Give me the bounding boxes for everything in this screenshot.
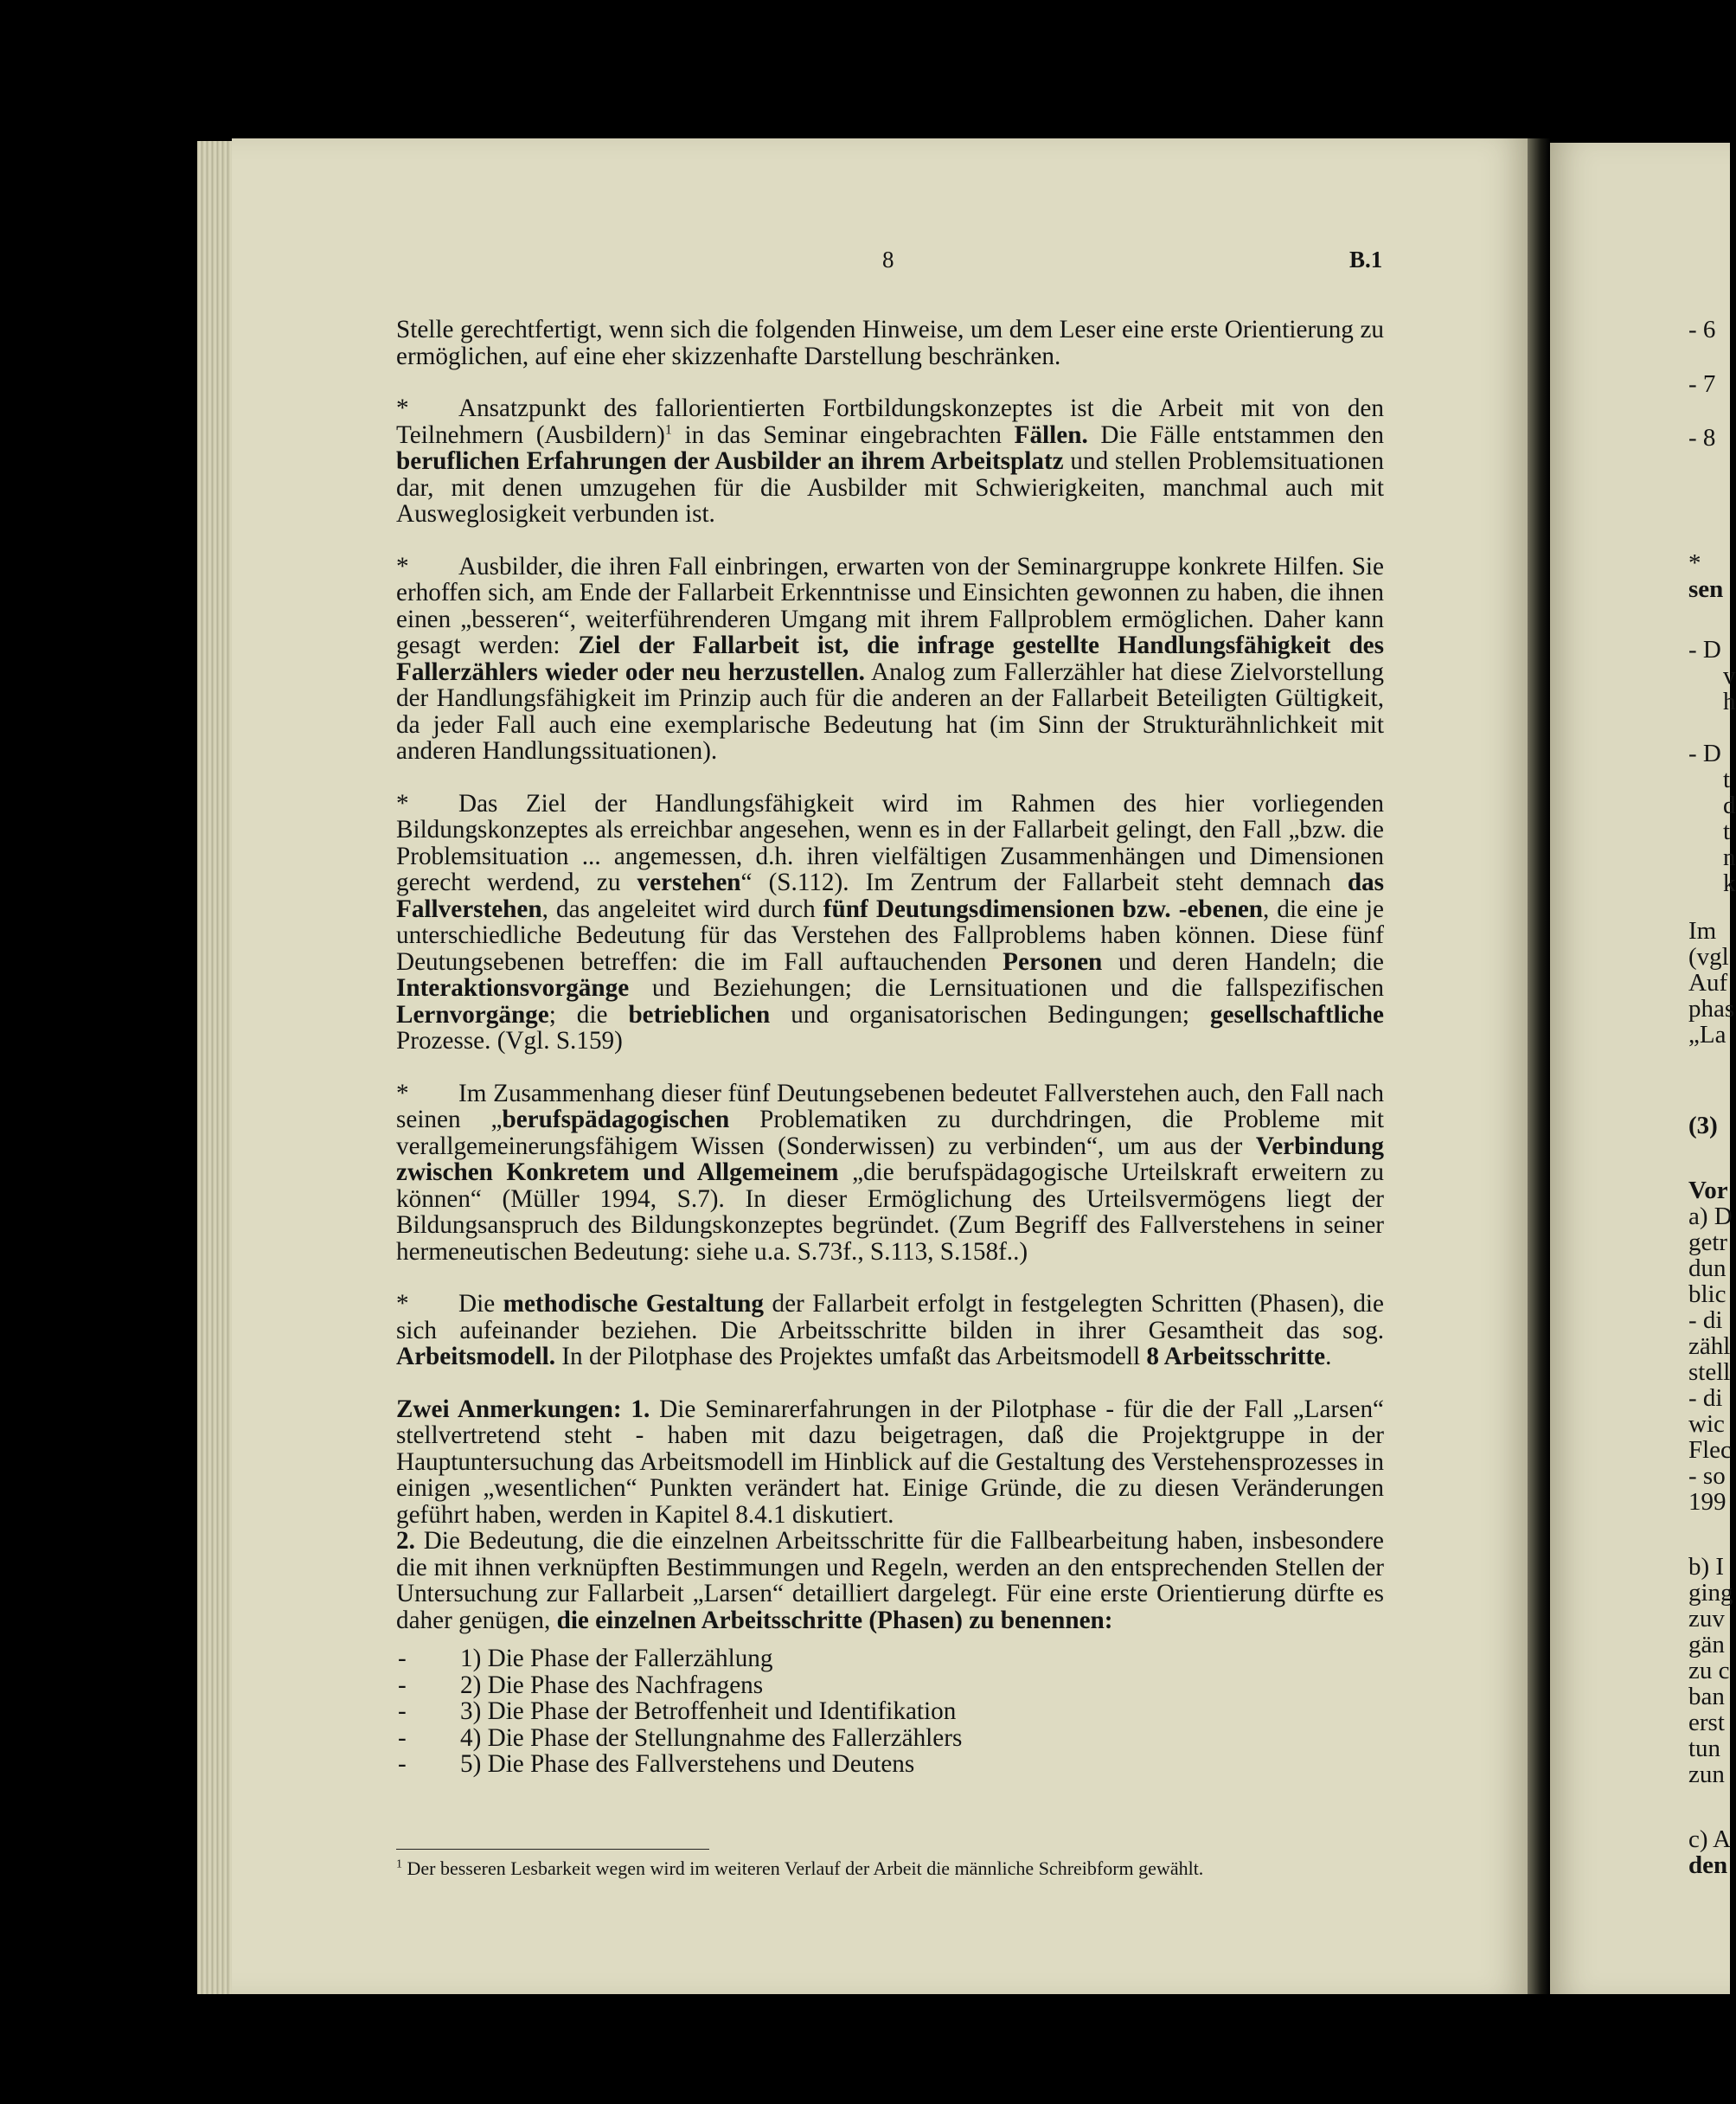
text-run: Prozesse. (Vgl. S.159) (396, 1027, 623, 1055)
list-item (396, 1725, 1384, 1752)
text-run: Die Seminarerfahrungen in der Pilotphase - für die der Fall „Larsen“ stellvertretend steht - haben mit dazu beigetragen, daß die Projektgruppe in der Hauptuntersuchung das Arbeitsmodell im Hinblick auf die Gestaltung des Verstehensprozesses in einigen „wesentlichen“ Punkten verändert hat. Einige Gründe, die zu diesen Veränderungen geführt haben, werden in Kapitel 8.4.1 diskutiert. (396, 1395, 1384, 1529)
right-line: „La (1688, 1021, 1726, 1049)
right-line: t (1723, 818, 1731, 845)
right-line: zu c (1688, 1657, 1730, 1684)
right-line: (vgl (1688, 943, 1729, 971)
paragraph (396, 554, 1384, 765)
bold-run: 8 Arbeitsschritte (1146, 1343, 1326, 1370)
list-item-label: 3) Die Phase der Betroffenheit und Identifikation (460, 1697, 957, 1725)
text-run: Im Zusammenhang dieser fünf Deutungsebenen bedeutet Fallverstehen auch, den Fall nach seinen „ (396, 1079, 1384, 1133)
bold-run: Verbindung zwischen Konkretem und Allgemeinem (396, 1132, 1384, 1186)
footnote-marker: 1 (396, 1857, 402, 1871)
right-line: 199 (1688, 1488, 1726, 1516)
paragraph (396, 1396, 1384, 1529)
bold-run: Zwei Anmerkungen: 1. (396, 1395, 650, 1423)
right-line: - di (1688, 1384, 1723, 1412)
bold-run: Personen (1003, 947, 1103, 976)
right-line: - D (1688, 636, 1721, 664)
right-line: ban (1688, 1683, 1725, 1710)
right-line: blic (1688, 1280, 1726, 1308)
bold-run: 2. (396, 1527, 415, 1555)
right-line: c) A (1688, 1825, 1732, 1853)
right-line: den (1688, 1851, 1728, 1879)
right-line: dun (1688, 1254, 1726, 1282)
paragraph (396, 791, 1384, 1055)
text-run: Die Fälle entstammen den (1087, 420, 1384, 449)
right-line: Vor (1688, 1177, 1728, 1204)
text-run: „die berufspädagogische Urteilskraft erweitern zu können“ (Müller 1994, S.7). In dieser Ermöglichung des Urteilsvermögens liegt der Bildungsanspruch des Bildungskonzeptes begründet. (Zum Begriff des Fallverstehens in seiner hermeneutischen Bedeutung: siehe u.a. S.73f., S.113, S.158f..) (396, 1158, 1384, 1266)
list-dash: - (398, 1750, 407, 1778)
paragraph (396, 1081, 1384, 1266)
bullet-star: * (396, 552, 409, 581)
right-line: * (1688, 549, 1701, 577)
body-text (396, 317, 1384, 1778)
footnote-ref: 1 (664, 421, 672, 437)
footnote-text: Der besseren Lesbarkeit wegen wird im weiteren Verlauf der Arbeit die männliche Schreibform gewählt. (407, 1857, 1204, 1879)
right-line: b) I (1688, 1553, 1725, 1581)
text-run: und Beziehungen; die Lernsituationen und die fallspezifischen (629, 974, 1384, 1002)
paragraph: Stelle gerechtfertigt, wenn sich die folgenden Hinweise, um dem Leser eine erste Orientierung zu ermöglichen, auf eine eher skizzenhafte Darstellung beschränken. (396, 316, 1384, 370)
bullet-star: * (396, 789, 409, 818)
list-dash: - (398, 1697, 407, 1725)
bold-run: Arbeitsmodell. (396, 1343, 556, 1370)
right-line: gän (1688, 1631, 1725, 1658)
bold-run: Fällen. (1014, 420, 1088, 449)
right-line: wic (1688, 1410, 1725, 1438)
right-line: - 6 (1688, 316, 1716, 343)
right-line: v (1723, 662, 1736, 690)
text-run: und organisatorischen Bedingungen; (770, 1000, 1210, 1029)
paragraph (396, 395, 1384, 528)
list-item-label: 2) Die Phase des Nachfragens (460, 1671, 764, 1699)
list-item-label: 1) Die Phase der Fallerzählung (460, 1645, 773, 1672)
text-run: Problematiken zu durchdringen, die Probleme mit verallgemeinerungsfähigem Wissen (Sonderwissen) zu verbinden“, um aus der (396, 1106, 1384, 1160)
text-run: In der Pilotphase des Projektes umfaßt das Arbeitsmodell (555, 1343, 1147, 1370)
bold-run: Ziel der Fallarbeit ist, die infrage gestellte Handlungsfähigkeit des Fallerzählers wieder oder neu herzustellen. (396, 632, 1384, 686)
right-line: ging (1688, 1579, 1733, 1607)
right-line: d (1723, 792, 1736, 819)
bold-run: das Fallverstehen (396, 869, 1385, 923)
text-run: ; die (548, 1000, 629, 1029)
bold-run: Lernvorgänge (396, 1000, 549, 1029)
right-line: - di (1688, 1306, 1723, 1334)
list-item (396, 1672, 1384, 1699)
text-run: Die (458, 1290, 503, 1318)
right-line: Auf (1688, 969, 1728, 997)
text-run: in das Seminar eingebrachten (671, 420, 1015, 449)
text-run: Analog zum Fallerzähler hat diese Zielvorstellung der Handlungsfähigkeit im Prinzip auch für die anderen an der Fallarbeit Beteiligten Gültigkeit, da jeder Fall auch eine exemplarische Bedeutung hat (im Sinn der Strukturähnlichkeit mit anderen Handlungssituationen). (396, 658, 1384, 765)
text-run: Ausbilder, die ihren Fall einbringen, erwarten von der Seminargruppe konkrete Hilfen. Sie erhoffen sich, am Ende der Fallarbeit Erkenntnisse und Einsichten gewonnen zu haben, die ihnen einen „besseren“, weiterführenderen Umgang mit ihrem Fallproblem ermöglichen. Daher kann gesagt werden: (396, 552, 1384, 659)
bold-run: die einzelnen Arbeitsschritte (Phasen) zu benennen: (556, 1606, 1113, 1634)
text-run: und stellen Problemsituationen dar, mit denen umzugehen für die Ausbilder mit Schwierigkeiten, manchmal auch mit Ausweglosigkeit verbunden ist. (396, 447, 1384, 528)
bold-run: betrieblichen (628, 1000, 771, 1029)
text-run: . (1325, 1343, 1332, 1370)
text-run: der Fallarbeit erfolgt in festgelegten Schritten (Phasen), die sich aufeinander beziehen. Die Arbeitsschritte bilden in ihrer Gesamtheit das sog. (396, 1290, 1385, 1344)
list-dash: - (398, 1671, 407, 1699)
right-line: zähl (1688, 1332, 1731, 1360)
list-item (396, 1751, 1384, 1778)
right-line: - D (1688, 740, 1721, 767)
list-item-label: 4) Die Phase der Stellungnahme des Fallerzählers (460, 1723, 963, 1752)
bullet-star: * (396, 1290, 409, 1318)
section-code: B.1 (1349, 247, 1383, 273)
footnote-divider (396, 1849, 709, 1850)
right-line: - 7 (1688, 370, 1716, 398)
right-line: h (1723, 688, 1736, 715)
list-item (396, 1698, 1384, 1725)
bold-run: verstehen (637, 869, 741, 896)
bold-run: Interaktionsvorgänge (396, 974, 630, 1002)
right-line: Im (1688, 917, 1717, 945)
right-line: - so (1688, 1462, 1726, 1490)
text-run: Die Bedeutung, die die einzelnen Arbeitsschritte für die Fallbearbeitung haben, insbesondere die mit ihnen verknüpften Bestimmungen und Regeln, werden an den entsprechenden Stellen der Untersuchung zur Fallarbeit „Larsen“ detailliert dargelegt. Für eine erste Orientierung dürfte es daher genügen, (396, 1527, 1384, 1634)
bold-run: fünf Deutungsdimensionen bzw. -ebenen (823, 895, 1264, 923)
list-dash: - (398, 1645, 407, 1672)
paragraph (396, 1291, 1384, 1370)
list-dash: - (398, 1723, 407, 1752)
right-line: phas (1688, 995, 1735, 1023)
footnote (396, 1857, 1203, 1880)
right-line: erst (1688, 1709, 1725, 1736)
bold-run: berufspädagogischen (502, 1106, 730, 1133)
text-run: Das Ziel der Handlungsfähigkeit wird im Rahmen des hier vorliegenden Bildungskonzeptes als erreichbar angesehen, wenn es in der Fallarbeit gelingt, den Fall „bzw. die Problemsituation ... angemessen, d.h. ihren vielfältigen Zusammenhängen und Dimensionen gerecht werdend, zu (396, 789, 1384, 896)
bold-run: gesellschaftliche (1209, 1000, 1384, 1029)
right-line: k (1723, 869, 1736, 897)
right-line: t (1723, 766, 1731, 793)
right-line: (3) (1688, 1112, 1718, 1139)
right-line: Flec (1688, 1436, 1732, 1464)
right-line: tun (1688, 1735, 1721, 1762)
bold-run: methodische Gestaltung (503, 1290, 765, 1318)
book-gutter (1528, 138, 1550, 1994)
right-line: zuv (1688, 1605, 1725, 1633)
paragraph (396, 1528, 1384, 1633)
bold-run: beruflichen Erfahrungen der Ausbilder an ihrem Arbeitsplatz (396, 447, 1064, 475)
text-run: Ansatzpunkt des fallorientierten Fortbildungskonzeptes ist die Arbeit mit von den Teilnehmern (Ausbildern) (396, 394, 1384, 449)
right-line: a) D (1688, 1203, 1733, 1230)
text-run: “ (S.112). Im Zentrum der Fallarbeit steht demnach (740, 869, 1348, 896)
right-line: - 8 (1688, 424, 1716, 452)
right-line: n (1723, 844, 1736, 871)
text-run: , das angeleitet wird durch (541, 895, 823, 923)
right-line: sen (1688, 575, 1724, 603)
right-line: zun (1688, 1761, 1725, 1788)
bullet-star: * (396, 1079, 409, 1107)
text-run: und deren Handeln; die (1102, 947, 1385, 976)
phase-list (396, 1645, 1384, 1778)
text-run: , die eine je unterschiedliche Bedeutung für das Verstehen des Fallproblems haben können. Diese fünf Deutungsebenen betreffen: die im Fall auftauchenden (396, 895, 1384, 976)
page-number: 8 (882, 247, 894, 273)
list-item (396, 1645, 1384, 1672)
right-line: getr (1688, 1228, 1728, 1256)
right-line: stell (1688, 1358, 1731, 1386)
bullet-star: * (396, 394, 409, 422)
right-page (1550, 143, 1736, 1994)
list-item-label: 5) Die Phase des Fallverstehens und Deutens (460, 1750, 915, 1778)
